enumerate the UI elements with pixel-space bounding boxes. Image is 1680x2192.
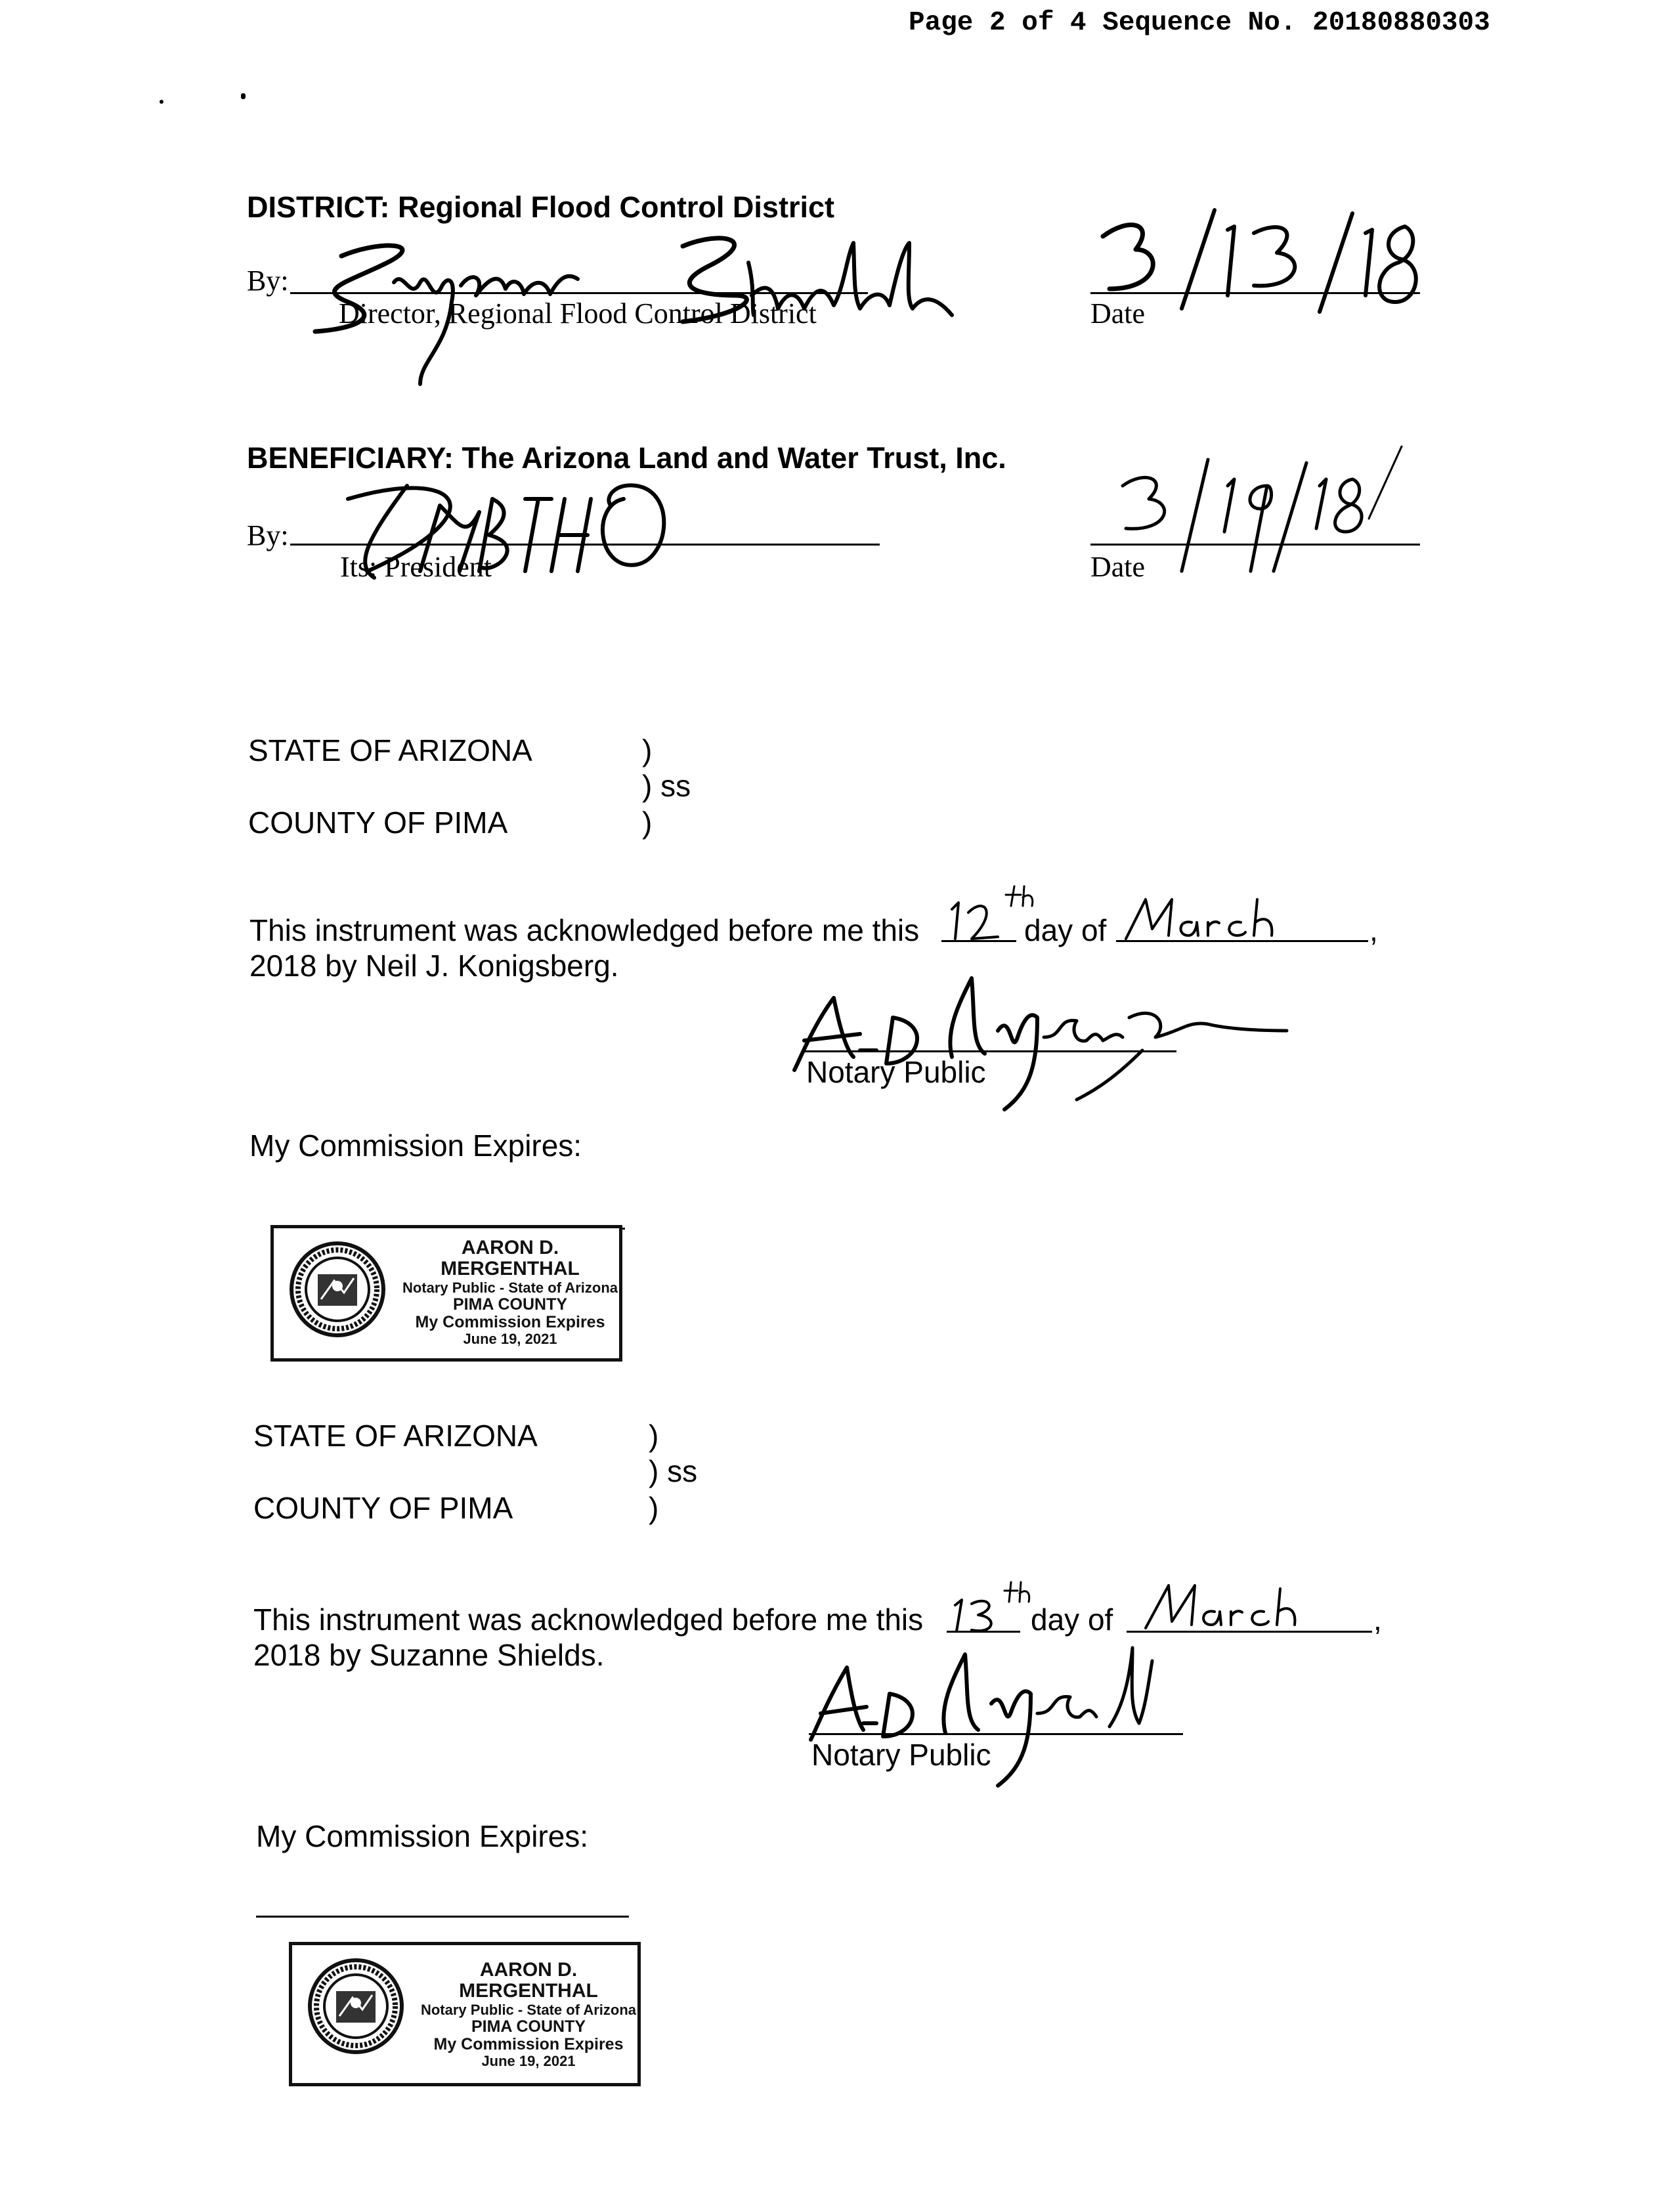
notary2-stamp [289,1942,641,2086]
page-sequence-header: Page 2 of 4 Sequence No. 20180880303 [909,8,1490,38]
beneficiary-heading: BENEFICIARY: The Arizona Land and Water Trust, Inc. [247,441,1006,475]
notary2-handwritten-month [1139,1576,1323,1635]
notary1-notary-label: Notary Public [806,1055,986,1089]
notary2-signature [801,1641,1169,1799]
notary2-comma: , [1373,1602,1382,1637]
notary1-seal-icon [288,1240,387,1339]
notary2-day-of: day of [1031,1602,1113,1637]
notary1-signature [788,958,1287,1116]
notary2-stamp-county: PIMA COUNTY [471,2017,586,2036]
beneficiary-signature [328,460,696,591]
scan-speck [160,100,163,104]
notary1-county: COUNTY OF PIMA [248,806,508,840]
notary1-stamp-county: PIMA COUNTY [452,1295,568,1314]
notary2-ss: ) ss [649,1454,698,1488]
beneficiary-by-label: By: [247,519,289,551]
notary1-stamp-expires-label: My Commission Expires [415,1312,605,1331]
notary1-comma: , [1369,913,1378,947]
notary2-paren-bottom: ) [649,1491,659,1525]
district-signer-title: Director, Regional Flood Control District [339,297,817,330]
district-by-label: By: [247,265,289,297]
district-handwritten-date [1090,197,1431,328]
notary2-stamp-name: AARON D. MERGENTHAL [459,1959,598,2002]
notary2-year-by: 2018 by Suzanne Shields. [253,1638,605,1672]
notary2-county: COUNTY OF PIMA [253,1491,513,1525]
notary2-notary-label: Notary Public [811,1738,991,1772]
notary1-year-by: 2018 by Neil J. Konigsberg. [249,949,619,983]
notary2-stamp-expires-label: My Commission Expires [433,2034,624,2053]
notary1-stamp [270,1225,622,1362]
notary2-commission-line [256,1916,629,1918]
notary2-stamp-expires-date: June 19, 2021 [481,2052,576,2069]
notary1-day-of: day of [1024,913,1107,947]
notary1-paren-top: ) [642,733,653,767]
beneficiary-signer-title: Its: President [340,551,492,583]
notary2-commission-label: My Commission Expires: [256,1819,589,1853]
notary1-stamp-line1: Notary Public - State of Arizona [402,1279,618,1296]
scan-speck [241,93,246,99]
notary2-paren-top: ) [649,1419,659,1453]
notary2-handwritten-day [949,1579,1041,1638]
notary2-state: STATE OF ARIZONA [253,1419,538,1453]
district-signature [289,217,958,387]
notary1-stamp-expires-date: June 19, 2021 [463,1330,557,1347]
beneficiary-date-label: Date [1090,551,1146,583]
notary1-ack-text: This instrument was acknowledged before me this [249,913,920,947]
beneficiary-handwritten-date [1109,446,1425,578]
notary1-stamp-name: AARON D. MERGENTHAL [441,1237,580,1280]
district-date-label: Date [1090,297,1146,330]
notary2-ack-text: This instrument was acknowledged before me this [253,1602,924,1637]
notary2-seal-icon [307,1957,405,2055]
notary1-paren-bottom: ) [642,806,653,840]
district-heading: DISTRICT: Regional Flood Control District [247,190,834,224]
notary1-state: STATE OF ARIZONA [248,733,532,767]
notary1-commission-label: My Commission Expires: [249,1128,582,1163]
notary1-ss: ) ss [642,769,691,803]
notary2-stamp-line1: Notary Public - State of Arizona [420,2001,636,2018]
notary1-handwritten-month [1119,893,1290,945]
